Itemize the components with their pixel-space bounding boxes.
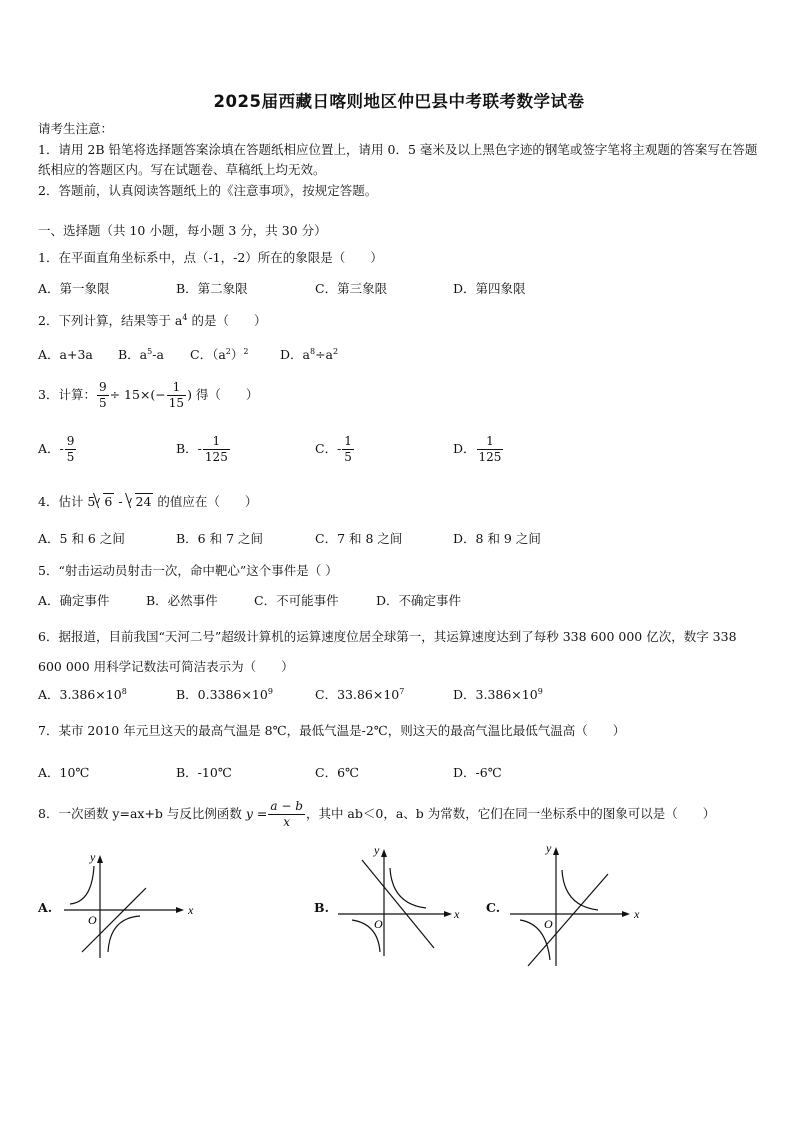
- q3-option-a[interactable]: A．- $\frac{9}{5}$: [38, 434, 75, 464]
- q6-option-a[interactable]: A．$3.386\times 10^8$: [38, 687, 127, 702]
- svg-text:y: y: [546, 841, 552, 855]
- q1-option-b[interactable]: B．第二象限: [176, 281, 248, 296]
- notice-heading: 请考生注意：: [38, 121, 114, 136]
- q2-option-b[interactable]: B．$a^5-a$: [118, 347, 164, 362]
- q5-option-b[interactable]: B．必然事件: [146, 593, 218, 608]
- q4-sqrt-1: 6: [104, 494, 113, 509]
- q4-stem: 4．估计 5 6 - 24 的值应在（ ）: [38, 494, 258, 509]
- q5-option-c[interactable]: C．不可能事件: [254, 593, 339, 608]
- section-heading: 一、选择题（共 10 小题，每小题 3 分，共 30 分）: [38, 223, 327, 238]
- q7-option-d[interactable]: D．-6℃: [453, 765, 502, 780]
- q4-options: [38, 530, 760, 552]
- svg-text:x: x: [634, 907, 640, 921]
- q8-graph-c[interactable]: [506, 838, 638, 968]
- q3-fraction-1: $\frac{9}{5}$: [98, 380, 107, 410]
- q5-stem: 5．“射击运动员射击一次，命中靶心”这个事件是（ ）: [38, 563, 338, 578]
- q5-option-a[interactable]: A．确定事件: [38, 593, 110, 608]
- q8-option-c-label[interactable]: C.: [486, 900, 501, 915]
- svg-text:y: y: [90, 850, 96, 864]
- q8-option-a-label[interactable]: A.: [38, 900, 53, 915]
- q6-option-d[interactable]: D．$3.386\times 10^9$: [453, 687, 543, 702]
- q7-option-b[interactable]: B．-10℃: [176, 765, 232, 780]
- q7-options: [38, 764, 760, 786]
- svg-text:x: x: [454, 907, 460, 921]
- q1-option-d[interactable]: D．第四象限: [453, 281, 526, 296]
- q4-option-a[interactable]: A．5 和 6 之间: [38, 531, 125, 546]
- q8-graph-b[interactable]: [334, 840, 466, 958]
- q3-option-d[interactable]: D． $\frac{1}{125}$: [453, 434, 502, 464]
- svg-text:y: y: [374, 843, 380, 857]
- q2-option-a[interactable]: A．a+3a: [38, 347, 93, 362]
- q2-options: [38, 346, 760, 368]
- notice-item-2: 2．答题前，认真阅读答题纸上的《注意事项》，按规定答题。: [38, 183, 378, 198]
- q3-fraction-2: $\frac{1}{15}$: [168, 380, 185, 410]
- q2-option-d[interactable]: D．$a^8\div a^2$: [280, 347, 339, 362]
- q7-option-c[interactable]: C．6℃: [315, 765, 360, 780]
- q3-option-b[interactable]: B．- $\frac{1}{125}$: [176, 434, 228, 464]
- q1-option-a[interactable]: A．第一象限: [38, 281, 110, 296]
- svg-text:O: O: [544, 917, 553, 931]
- page-title: 2025届西藏日喀则地区仲巴县中考联考数学试卷: [213, 92, 585, 111]
- svg-text:O: O: [374, 917, 383, 931]
- notice-item-1: 1．请用 2B 铅笔将选择题答案涂填在答题纸相应位置上，请用 0．5 毫米及以上黑色字迹的钢笔或签字笔将主观题的答案写在答题纸相应的答题区内。写在试题卷、草稿纸上均无效。: [38, 142, 758, 177]
- q6-option-b[interactable]: B．$0.3386\times 10^9$: [176, 687, 273, 702]
- q4-option-b[interactable]: B．6 和 7 之间: [176, 531, 264, 546]
- q1-options: [38, 280, 760, 302]
- q3-options: [38, 434, 760, 474]
- q8-fraction: $\frac{a - b}{x}$: [270, 799, 303, 829]
- q4-option-c[interactable]: C．7 和 8 之间: [315, 531, 403, 546]
- q8-graph-a[interactable]: [60, 848, 192, 960]
- q3-option-c[interactable]: C．- $\frac{1}{5}$: [315, 434, 352, 464]
- q8-stem: 8．一次函数 y=ax+b 与反比例函数 y = $\frac{a - b}{x}$ ，其中 ab＜0，a、b 为常数，它们在同一坐标系中的图象可以是（ ）: [38, 799, 716, 829]
- q1-stem: 1．在平面直角坐标系中，点（-1，-2）所在的象限是（ ）: [38, 250, 383, 265]
- q8-option-b-label[interactable]: B.: [314, 900, 329, 915]
- q2-stem: 2．下列计算，结果等于 $a^4$ 的是（ ）: [38, 313, 267, 328]
- q6-option-c[interactable]: C．$33.86\times 10^7$: [315, 687, 405, 702]
- q6-stem: 6．据报道，目前我国“天河二号”超级计算机的运算速度位居全球第一，其运算速度达到了每秒 338 600 000 亿次，数字 338 600 000 用科学记数法可简洁表示为（ ）: [38, 629, 737, 674]
- svg-text:x: x: [188, 903, 194, 917]
- q7-option-a[interactable]: A．10℃: [38, 765, 90, 780]
- q7-stem: 7．某市 2010 年元旦这天的最高气温是 8℃，最低气温是-2℃，则这天的最高气温比最低气温高（ ）: [38, 723, 626, 738]
- svg-text:O: O: [88, 913, 97, 927]
- q5-option-d[interactable]: D．不确定事件: [376, 593, 462, 608]
- q3-stem: 3．计算： $\frac{9}{5}$ ÷ 15×(− $\frac{1}{15}$ ) 得（ ）: [38, 380, 259, 410]
- q5-options: [38, 592, 760, 614]
- q2-option-c[interactable]: C．$(a^2)^2$: [190, 347, 249, 362]
- q6-options: [38, 686, 760, 708]
- q4-option-d[interactable]: D．8 和 9 之间: [453, 531, 541, 546]
- q1-option-c[interactable]: C．第三象限: [315, 281, 388, 296]
- q4-sqrt-2: 24: [135, 494, 152, 509]
